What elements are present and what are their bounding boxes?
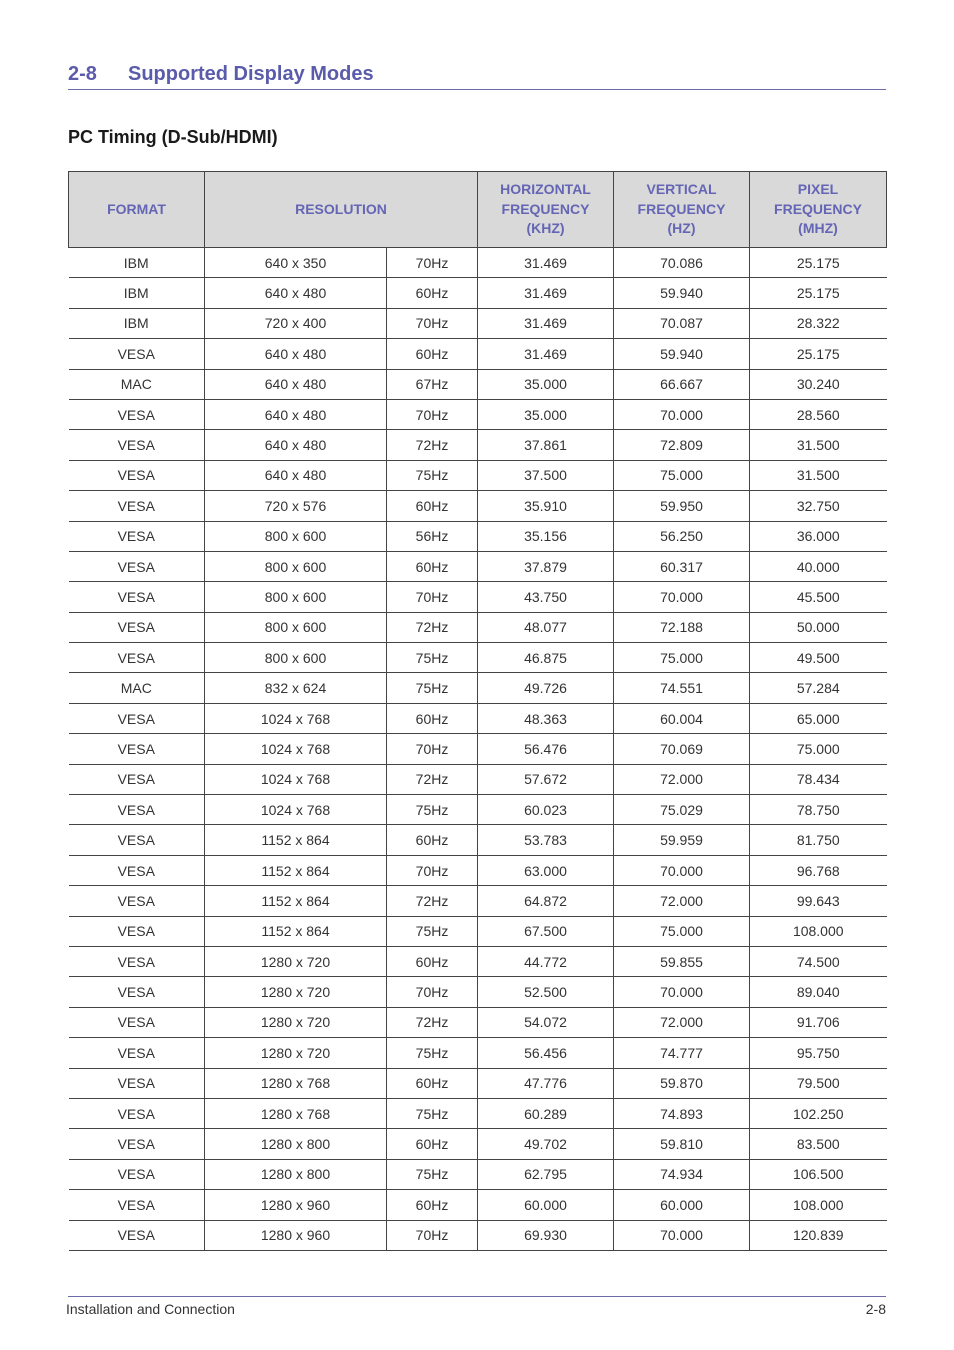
table-row (69, 946, 887, 976)
pixel-frequency-cell: 28.560 (750, 399, 887, 429)
subsection-title: PC Timing (D-Sub/HDMI) (68, 127, 278, 147)
resolution-cell: 640 x 480 (205, 460, 387, 490)
format-cell: VESA (69, 1190, 205, 1220)
format-cell: MAC (69, 369, 205, 399)
footer-page-number: 2-8 (865, 1301, 886, 1317)
resolution-cell: 1152 x 864 (205, 855, 387, 885)
table-row (69, 521, 887, 551)
table-row (69, 977, 887, 1007)
format-cell: VESA (69, 1068, 205, 1098)
vertical-frequency-cell: 70.000 (614, 977, 750, 1007)
resolution-cell: 640 x 350 (205, 248, 387, 278)
resolution-cell: 1024 x 768 (205, 795, 387, 825)
refresh-rate-cell: 70Hz (387, 734, 478, 764)
vertical-frequency-cell: 75.000 (614, 916, 750, 946)
resolution-cell: 1152 x 864 (205, 886, 387, 916)
format-cell: VESA (69, 1159, 205, 1189)
header-horizontal-frequency: HORIZONTAL FREQUENCY (KHZ) (478, 172, 614, 248)
resolution-cell: 1280 x 720 (205, 977, 387, 1007)
vertical-frequency-cell: 59.940 (614, 278, 750, 308)
horizontal-frequency-cell: 35.000 (478, 399, 614, 429)
format-cell: VESA (69, 764, 205, 794)
vertical-frequency-cell: 70.000 (614, 582, 750, 612)
format-cell: VESA (69, 1220, 205, 1250)
format-cell: IBM (69, 308, 205, 338)
pixel-frequency-cell: 49.500 (750, 643, 887, 673)
resolution-cell: 1280 x 768 (205, 1068, 387, 1098)
resolution-cell: 1152 x 864 (205, 825, 387, 855)
horizontal-frequency-cell: 31.469 (478, 248, 614, 278)
refresh-rate-cell: 75Hz (387, 460, 478, 490)
vertical-frequency-cell: 75.000 (614, 643, 750, 673)
resolution-cell: 800 x 600 (205, 612, 387, 642)
section-number: 2-8 (68, 63, 97, 85)
table-row (69, 278, 887, 308)
table-row (69, 764, 887, 794)
vertical-frequency-cell: 70.087 (614, 308, 750, 338)
format-cell: VESA (69, 855, 205, 885)
horizontal-frequency-cell: 48.363 (478, 703, 614, 733)
pixel-frequency-cell: 78.750 (750, 795, 887, 825)
horizontal-frequency-cell: 35.000 (478, 369, 614, 399)
pixel-frequency-cell: 79.500 (750, 1068, 887, 1098)
refresh-rate-cell: 70Hz (387, 248, 478, 278)
vertical-frequency-cell: 70.000 (614, 855, 750, 885)
resolution-cell: 1280 x 800 (205, 1159, 387, 1189)
resolution-cell: 1024 x 768 (205, 764, 387, 794)
resolution-cell: 720 x 576 (205, 491, 387, 521)
table-row (69, 612, 887, 642)
table-row (69, 825, 887, 855)
vertical-frequency-cell: 72.000 (614, 1007, 750, 1037)
vertical-frequency-cell: 70.000 (614, 1220, 750, 1250)
refresh-rate-cell: 70Hz (387, 1220, 478, 1250)
refresh-rate-cell: 70Hz (387, 308, 478, 338)
format-cell: VESA (69, 703, 205, 733)
resolution-cell: 1280 x 960 (205, 1220, 387, 1250)
horizontal-frequency-cell: 43.750 (478, 582, 614, 612)
header-vertical-frequency: VERTICAL FREQUENCY (HZ) (614, 172, 750, 248)
format-cell: VESA (69, 1129, 205, 1159)
horizontal-frequency-cell: 54.072 (478, 1007, 614, 1037)
pixel-frequency-cell: 120.839 (750, 1220, 887, 1250)
resolution-cell: 1152 x 864 (205, 916, 387, 946)
resolution-cell: 800 x 600 (205, 582, 387, 612)
format-cell: VESA (69, 916, 205, 946)
horizontal-frequency-cell: 37.861 (478, 430, 614, 460)
format-cell: VESA (69, 886, 205, 916)
table-header-row (69, 172, 887, 248)
table-row (69, 855, 887, 885)
pixel-frequency-cell: 45.500 (750, 582, 887, 612)
refresh-rate-cell: 75Hz (387, 916, 478, 946)
pixel-frequency-cell: 25.175 (750, 278, 887, 308)
vertical-frequency-cell: 59.940 (614, 339, 750, 369)
refresh-rate-cell: 56Hz (387, 521, 478, 551)
resolution-cell: 640 x 480 (205, 369, 387, 399)
pixel-frequency-cell: 25.175 (750, 339, 887, 369)
vertical-frequency-cell: 59.810 (614, 1129, 750, 1159)
refresh-rate-cell: 60Hz (387, 551, 478, 581)
table-row (69, 491, 887, 521)
format-cell: VESA (69, 1007, 205, 1037)
pixel-frequency-cell: 40.000 (750, 551, 887, 581)
refresh-rate-cell: 60Hz (387, 1190, 478, 1220)
table-row (69, 1159, 887, 1189)
horizontal-frequency-cell: 56.476 (478, 734, 614, 764)
horizontal-frequency-cell: 62.795 (478, 1159, 614, 1189)
vertical-frequency-cell: 70.000 (614, 399, 750, 429)
vertical-frequency-cell: 70.069 (614, 734, 750, 764)
horizontal-frequency-cell: 56.456 (478, 1038, 614, 1068)
vertical-frequency-cell: 72.000 (614, 886, 750, 916)
resolution-cell: 800 x 600 (205, 643, 387, 673)
table-body (69, 248, 887, 1251)
pixel-frequency-cell: 108.000 (750, 1190, 887, 1220)
vertical-frequency-cell: 60.317 (614, 551, 750, 581)
format-cell: VESA (69, 946, 205, 976)
horizontal-frequency-cell: 53.783 (478, 825, 614, 855)
resolution-cell: 640 x 480 (205, 399, 387, 429)
format-cell: VESA (69, 1038, 205, 1068)
pixel-frequency-cell: 89.040 (750, 977, 887, 1007)
resolution-cell: 1280 x 960 (205, 1190, 387, 1220)
table-row (69, 795, 887, 825)
format-cell: VESA (69, 795, 205, 825)
refresh-rate-cell: 75Hz (387, 673, 478, 703)
refresh-rate-cell: 67Hz (387, 369, 478, 399)
refresh-rate-cell: 72Hz (387, 764, 478, 794)
pixel-frequency-cell: 25.175 (750, 248, 887, 278)
table-row (69, 916, 887, 946)
horizontal-frequency-cell: 46.875 (478, 643, 614, 673)
format-cell: VESA (69, 399, 205, 429)
pixel-frequency-cell: 95.750 (750, 1038, 887, 1068)
horizontal-frequency-cell: 35.156 (478, 521, 614, 551)
pixel-frequency-cell: 31.500 (750, 460, 887, 490)
resolution-cell: 640 x 480 (205, 430, 387, 460)
vertical-frequency-cell: 66.667 (614, 369, 750, 399)
footer-divider (68, 1296, 886, 1297)
pixel-frequency-cell: 30.240 (750, 369, 887, 399)
pixel-frequency-cell: 83.500 (750, 1129, 887, 1159)
pixel-frequency-cell: 78.434 (750, 764, 887, 794)
table-row (69, 703, 887, 733)
vertical-frequency-cell: 59.959 (614, 825, 750, 855)
horizontal-frequency-cell: 57.672 (478, 764, 614, 794)
format-cell: VESA (69, 521, 205, 551)
pixel-frequency-cell: 102.250 (750, 1098, 887, 1128)
resolution-cell: 720 x 400 (205, 308, 387, 338)
resolution-cell: 1280 x 768 (205, 1098, 387, 1128)
vertical-frequency-cell: 72.809 (614, 430, 750, 460)
pixel-frequency-cell: 57.284 (750, 673, 887, 703)
pixel-frequency-cell: 108.000 (750, 916, 887, 946)
format-cell: VESA (69, 430, 205, 460)
table-row (69, 1007, 887, 1037)
pixel-frequency-cell: 32.750 (750, 491, 887, 521)
refresh-rate-cell: 60Hz (387, 1129, 478, 1159)
table-row (69, 551, 887, 581)
vertical-frequency-cell: 56.250 (614, 521, 750, 551)
horizontal-frequency-cell: 37.500 (478, 460, 614, 490)
refresh-rate-cell: 70Hz (387, 399, 478, 429)
horizontal-frequency-cell: 37.879 (478, 551, 614, 581)
vertical-frequency-cell: 72.000 (614, 764, 750, 794)
resolution-cell: 800 x 600 (205, 551, 387, 581)
table-row (69, 1068, 887, 1098)
pixel-frequency-cell: 91.706 (750, 1007, 887, 1037)
resolution-cell: 800 x 600 (205, 521, 387, 551)
resolution-cell: 1024 x 768 (205, 703, 387, 733)
horizontal-frequency-cell: 60.289 (478, 1098, 614, 1128)
refresh-rate-cell: 70Hz (387, 977, 478, 1007)
resolution-cell: 1024 x 768 (205, 734, 387, 764)
table-row (69, 673, 887, 703)
table-row (69, 886, 887, 916)
horizontal-frequency-cell: 35.910 (478, 491, 614, 521)
format-cell: VESA (69, 825, 205, 855)
horizontal-frequency-cell: 52.500 (478, 977, 614, 1007)
table-row (69, 582, 887, 612)
refresh-rate-cell: 75Hz (387, 1098, 478, 1128)
refresh-rate-cell: 60Hz (387, 339, 478, 369)
resolution-cell: 640 x 480 (205, 339, 387, 369)
pixel-frequency-cell: 36.000 (750, 521, 887, 551)
horizontal-frequency-cell: 64.872 (478, 886, 614, 916)
vertical-frequency-cell: 59.950 (614, 491, 750, 521)
table-row (69, 734, 887, 764)
refresh-rate-cell: 75Hz (387, 1159, 478, 1189)
horizontal-frequency-cell: 47.776 (478, 1068, 614, 1098)
section-title: Supported Display Modes (128, 63, 374, 85)
refresh-rate-cell: 75Hz (387, 795, 478, 825)
vertical-frequency-cell: 74.551 (614, 673, 750, 703)
format-cell: VESA (69, 734, 205, 764)
section-heading (68, 60, 886, 90)
pixel-frequency-cell: 28.322 (750, 308, 887, 338)
refresh-rate-cell: 72Hz (387, 612, 478, 642)
format-cell: VESA (69, 643, 205, 673)
horizontal-frequency-cell: 44.772 (478, 946, 614, 976)
refresh-rate-cell: 75Hz (387, 1038, 478, 1068)
format-cell: IBM (69, 248, 205, 278)
resolution-cell: 1280 x 720 (205, 946, 387, 976)
header-pixel-frequency: PIXEL FREQUENCY (MHZ) (750, 172, 887, 248)
format-cell: VESA (69, 460, 205, 490)
refresh-rate-cell: 60Hz (387, 825, 478, 855)
pixel-frequency-cell: 75.000 (750, 734, 887, 764)
refresh-rate-cell: 60Hz (387, 278, 478, 308)
resolution-cell: 1280 x 800 (205, 1129, 387, 1159)
format-cell: VESA (69, 977, 205, 1007)
horizontal-frequency-cell: 49.726 (478, 673, 614, 703)
vertical-frequency-cell: 60.000 (614, 1190, 750, 1220)
table-row (69, 369, 887, 399)
resolution-cell: 1280 x 720 (205, 1007, 387, 1037)
horizontal-frequency-cell: 48.077 (478, 612, 614, 642)
vertical-frequency-cell: 75.000 (614, 460, 750, 490)
vertical-frequency-cell: 74.934 (614, 1159, 750, 1189)
display-modes-table (68, 171, 887, 1251)
vertical-frequency-cell: 70.086 (614, 248, 750, 278)
refresh-rate-cell: 72Hz (387, 430, 478, 460)
format-cell: MAC (69, 673, 205, 703)
table-row (69, 1038, 887, 1068)
table-row (69, 1098, 887, 1128)
pixel-frequency-cell: 106.500 (750, 1159, 887, 1189)
pixel-frequency-cell: 99.643 (750, 886, 887, 916)
table-row (69, 1220, 887, 1250)
format-cell: VESA (69, 339, 205, 369)
horizontal-frequency-cell: 31.469 (478, 308, 614, 338)
vertical-frequency-cell: 74.893 (614, 1098, 750, 1128)
vertical-frequency-cell: 74.777 (614, 1038, 750, 1068)
footer-chapter: Installation and Connection (66, 1301, 235, 1317)
pixel-frequency-cell: 96.768 (750, 855, 887, 885)
format-cell: VESA (69, 582, 205, 612)
refresh-rate-cell: 60Hz (387, 703, 478, 733)
refresh-rate-cell: 72Hz (387, 1007, 478, 1037)
vertical-frequency-cell: 59.870 (614, 1068, 750, 1098)
refresh-rate-cell: 72Hz (387, 886, 478, 916)
format-cell: IBM (69, 278, 205, 308)
horizontal-frequency-cell: 69.930 (478, 1220, 614, 1250)
table-row (69, 399, 887, 429)
table-row (69, 430, 887, 460)
table-row (69, 1190, 887, 1220)
vertical-frequency-cell: 75.029 (614, 795, 750, 825)
pixel-frequency-cell: 31.500 (750, 430, 887, 460)
horizontal-frequency-cell: 31.469 (478, 339, 614, 369)
horizontal-frequency-cell: 31.469 (478, 278, 614, 308)
horizontal-frequency-cell: 49.702 (478, 1129, 614, 1159)
refresh-rate-cell: 70Hz (387, 855, 478, 885)
vertical-frequency-cell: 60.004 (614, 703, 750, 733)
horizontal-frequency-cell: 63.000 (478, 855, 614, 885)
header-resolution: RESOLUTION (205, 172, 478, 248)
refresh-rate-cell: 60Hz (387, 946, 478, 976)
pixel-frequency-cell: 50.000 (750, 612, 887, 642)
horizontal-frequency-cell: 60.023 (478, 795, 614, 825)
pixel-frequency-cell: 74.500 (750, 946, 887, 976)
resolution-cell: 640 x 480 (205, 278, 387, 308)
vertical-frequency-cell: 72.188 (614, 612, 750, 642)
pixel-frequency-cell: 65.000 (750, 703, 887, 733)
header-format: FORMAT (69, 172, 205, 248)
horizontal-frequency-cell: 60.000 (478, 1190, 614, 1220)
table-row (69, 1129, 887, 1159)
resolution-cell: 1280 x 720 (205, 1038, 387, 1068)
format-cell: VESA (69, 551, 205, 581)
table-row (69, 308, 887, 338)
resolution-cell: 832 x 624 (205, 673, 387, 703)
horizontal-frequency-cell: 67.500 (478, 916, 614, 946)
table-row (69, 248, 887, 278)
table-row (69, 339, 887, 369)
pixel-frequency-cell: 81.750 (750, 825, 887, 855)
refresh-rate-cell: 75Hz (387, 643, 478, 673)
table-row (69, 460, 887, 490)
refresh-rate-cell: 60Hz (387, 491, 478, 521)
format-cell: VESA (69, 1098, 205, 1128)
vertical-frequency-cell: 59.855 (614, 946, 750, 976)
format-cell: VESA (69, 491, 205, 521)
refresh-rate-cell: 60Hz (387, 1068, 478, 1098)
table-row (69, 643, 887, 673)
format-cell: VESA (69, 612, 205, 642)
refresh-rate-cell: 70Hz (387, 582, 478, 612)
